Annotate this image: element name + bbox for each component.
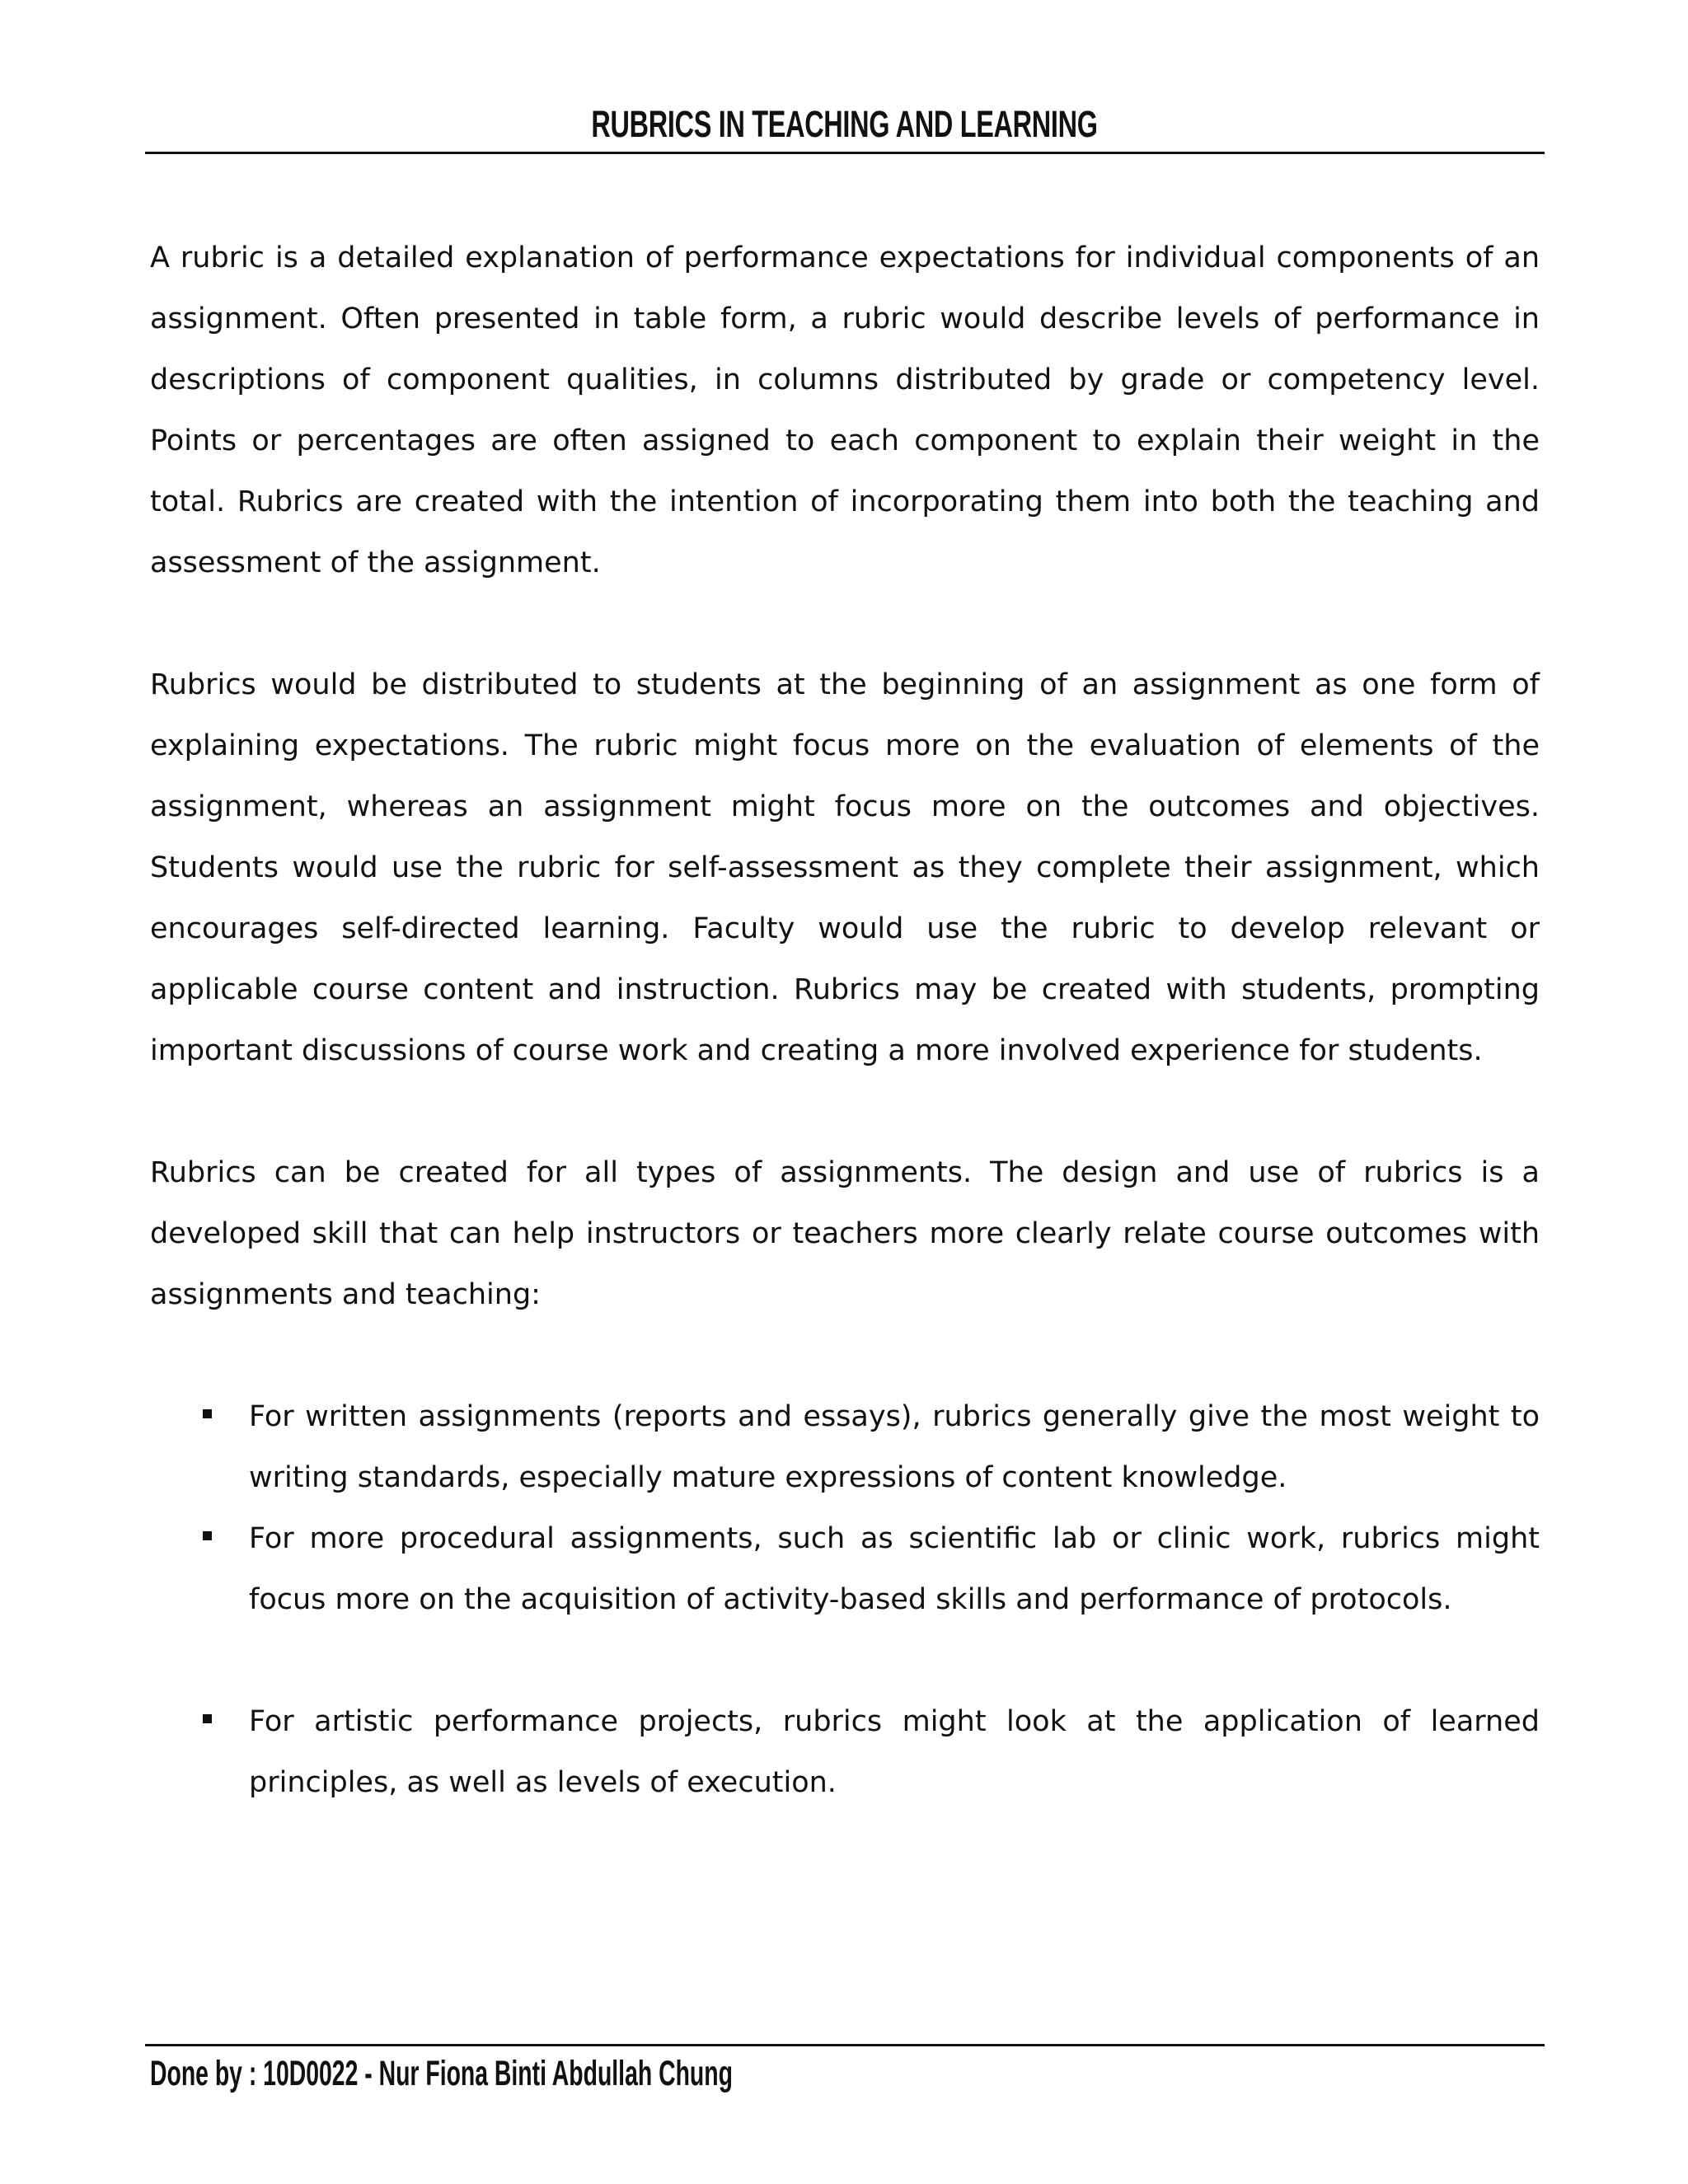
paragraph-rubric-assignment-types: Rubrics can be created for all types of assignments. The design and use of rubrics is a developed skill that can help instructors or teachers more clearly relate course outcomes with assignments and teaching: (150, 1156, 1540, 1311)
list-item (150, 1691, 1540, 1813)
bullet-text-written-assignments: For written assignments (reports and essays), rubrics generally give the most weight to writing standards, especially mature expressions of content knowledge. (249, 1400, 1540, 1494)
list-item (150, 1508, 1540, 1630)
document-body (150, 227, 1540, 1813)
footer-divider (145, 2044, 1545, 2046)
document-footer: Done by : 10D0022 - Nur Fiona Binti Abdullah Chung (150, 2054, 733, 2093)
rubric-use-list (150, 1386, 1540, 1813)
list-item (150, 1386, 1540, 1508)
paragraph-rubric-distribution: Rubrics would be distributed to students at the beginning of an assignment as one form of explaining expectations. The rubric might focus more on the evaluation of elements of the assignment, whereas an assignment might focus more on the outcomes and objectives. Students would use the rubric for self-assessment as they complete their assignment, which encourages self-directed learning. Faculty would use the rubric to develop relevant or applicable course content and instruction. Rubrics may be created with students, prompting important discussions of course work and creating a more involved experience for students. (150, 668, 1540, 1067)
document-title: RUBRICS IN TEACHING AND LEARNING (591, 103, 1099, 145)
square-bullet-icon (203, 1714, 212, 1723)
bullet-text-procedural-assignments: For more procedural assignments, such as scientific lab or clinic work, rubrics might focus more on the acquisition of activity-based skills and performance of protocols. (249, 1522, 1540, 1616)
square-bullet-icon (203, 1531, 212, 1540)
bullet-text-artistic-projects: For artistic performance projects, rubrics might look at the application of learned principles, as well as levels of execution. (249, 1705, 1540, 1799)
paragraph-rubric-definition: A rubric is a detailed explanation of performance expectations for individual components of an assignment. Often presented in table form, a rubric would describe levels of performance in descriptions of component qualities, in columns distributed by grade or competency level. Points or percentages are often assigned to each component to explain their weight in the total. Rubrics are created with the intention of incorporating them into both the teaching and assessment of the assignment. (150, 241, 1540, 579)
document-header (145, 97, 1545, 154)
square-bullet-icon (203, 1409, 212, 1418)
